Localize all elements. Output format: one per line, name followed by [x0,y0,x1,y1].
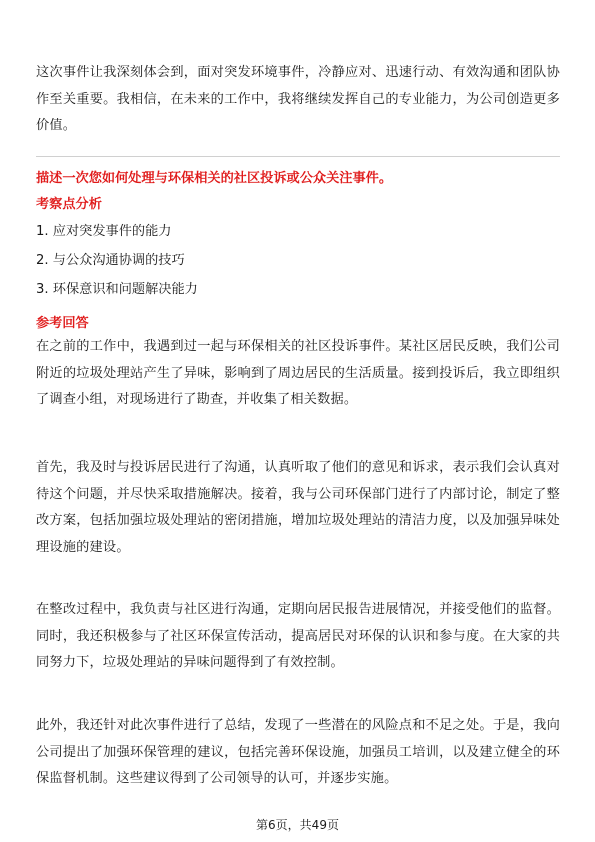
answer-label: 参考回答 [36,316,89,331]
answer-paragraph: 在之前的工作中，我遇到过一起与环保相关的社区投诉事件。某社区居民反映，我们公司附近的垃圾处理站产生了异味，影响到了周边居民的生活质量。接到投诉后，我立即组织了调查小组，对现场进行了勘查，并收集了相关数据。 [36,339,560,407]
answer-paragraph: 此外，我还针对此次事件进行了总结，发现了一些潜在的风险点和不足之处。于是，我向公司提出了加强环保管理的建议，包括完善环保设施，加强员工培训，以及建立健全的环保监督机制。这些建议得到了公司领导的认可，并逐步实施。 [36,718,560,786]
question-heading: 描述一次您如何处理与环保相关的社区投诉或公众关注事件。 [36,171,393,186]
intro-paragraph: 这次事件让我深刻体会到，面对突发环境事件，冷静应对、迅速行动、有效沟通和团队协作至关重要。我相信，在未来的工作中，我将继续发挥自己的专业能力，为公司创造更多价值。 [36,65,560,133]
analysis-label: 考察点分析 [36,197,102,212]
answer-paragraph: 首先，我及时与投诉居民进行了沟通，认真听取了他们的意见和诉求，表示我们会认真对待这个问题，并尽快采取措施解决。接着，我与公司环保部门进行了内部讨论，制定了整改方案，包括加强垃圾处理站的密闭措施，增加垃圾处理站的清洁力度，以及加强异味处理设施的建设。 [36,460,560,555]
analysis-item: 2. 与公众沟通协调的技巧 [36,253,185,268]
analysis-item: 1. 应对突发事件的能力 [36,224,172,239]
section-divider [36,156,560,157]
answer-paragraph: 在整改过程中，我负责与社区进行沟通，定期向居民报告进展情况，并接受他们的监督。同时，我还积极参与了社区环保宣传活动，提高居民对环保的认识和参与度。在大家的共同努力下，垃圾处理站的异味问题得到了有效控制。 [36,602,560,670]
page-number: 第6页，共49页 [256,818,339,832]
analysis-item: 3. 环保意识和问题解决能力 [36,282,198,297]
